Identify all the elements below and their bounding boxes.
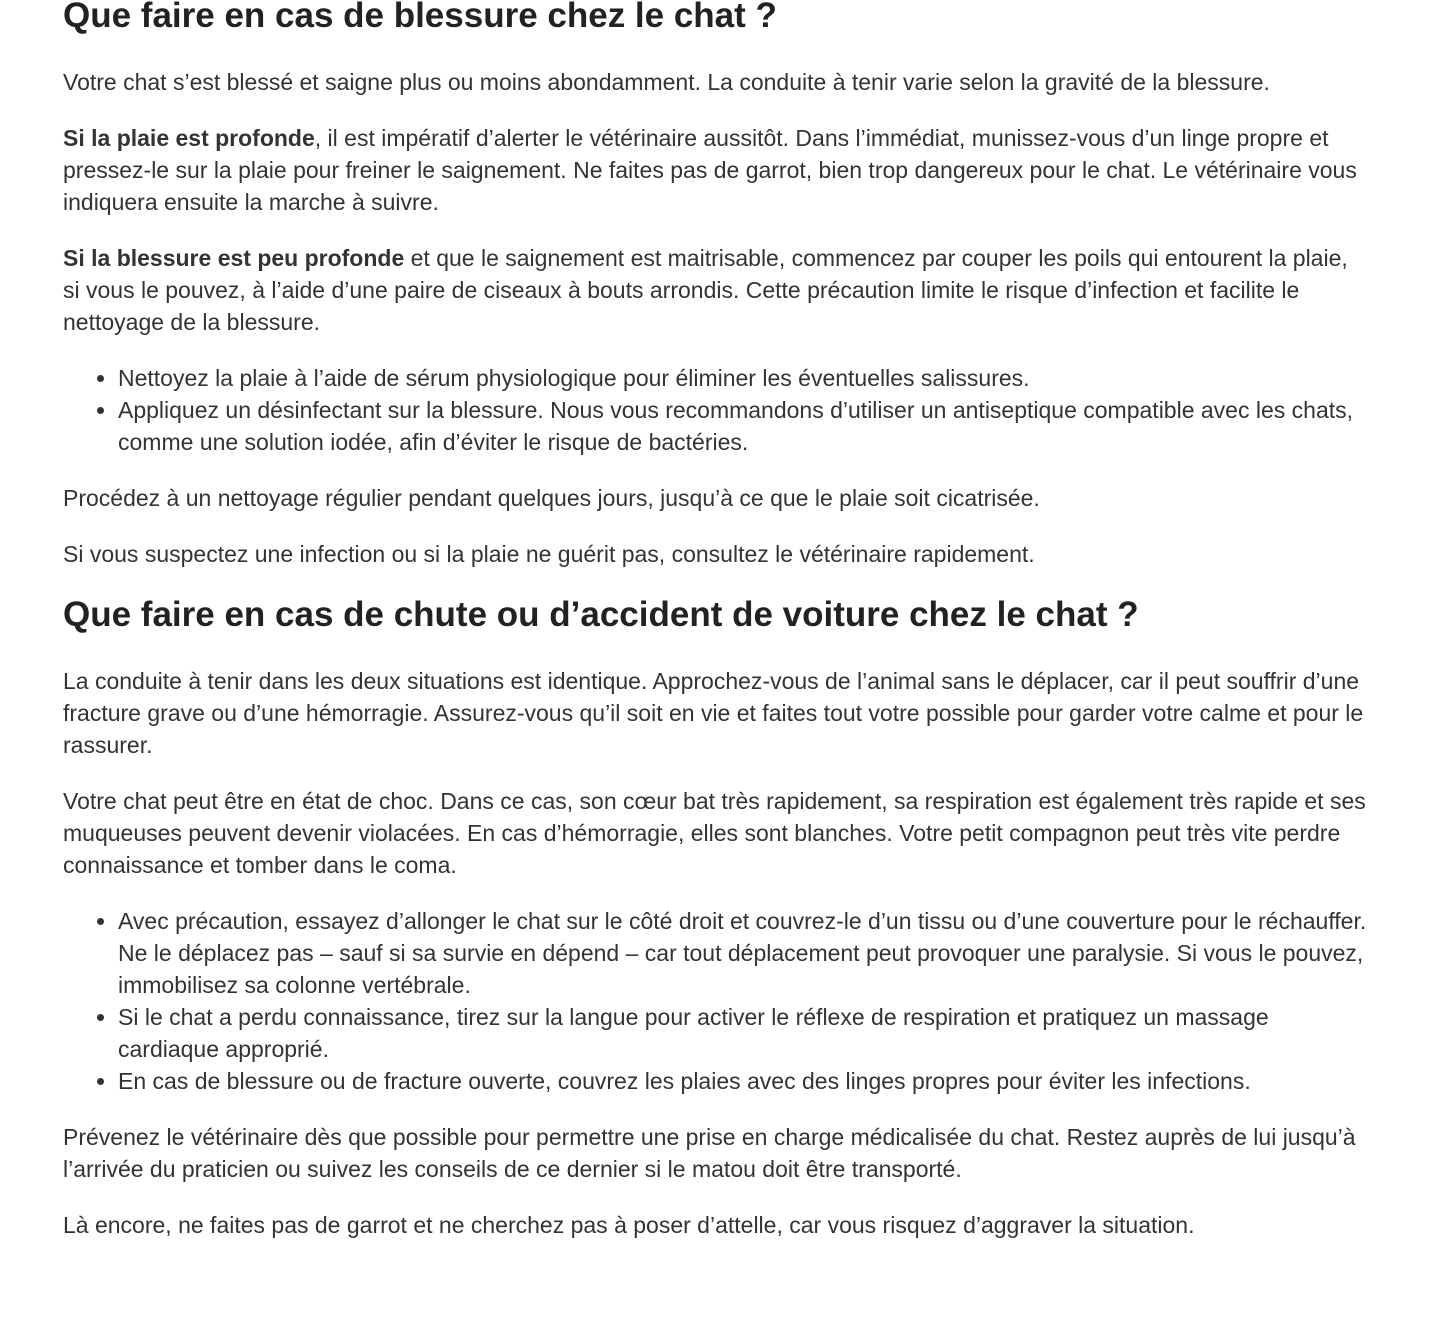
bullet-list-care-steps (63, 362, 1367, 458)
paragraph-shallow-wound-text: et que le saignement est maitrisable, commencez par couper les poils qui entourent la plaie, si vous le pouvez, à l’aide d’une paire de ciseaux à bouts arrondis. Cette précaution limite le risque d’infection et facilite le nettoyage de la blessure. (63, 245, 1348, 335)
section-heading-wound: Que faire en cas de blessure chez le chat ? (63, 0, 777, 35)
list-item-clean-wound: • Nettoyez la plaie à l’aide de sérum physiologique pour éliminer les éventuelles salissures. (118, 362, 1367, 394)
bold-lead-deep-wound: Si la plaie est profonde (63, 125, 315, 151)
paragraph-wound-intro: Votre chat s’est blessé et saigne plus ou moins abondamment. La conduite à tenir varie selon la gravité de la blessure. (63, 69, 1270, 95)
list-item-lay-cat: • Avec précaution, essayez d’allonger le chat sur le côté droit et couvrez-le d’un tissu ou d’une couverture pour le réchauffer. Ne le déplacez pas – sauf si sa survie en dépend – car tout déplacement peut provoquer une paralysie. Si vous le pouvez, immobilisez sa colonne vertébrale. (118, 905, 1367, 1001)
paragraph-deep-wound (63, 122, 1367, 218)
paragraph-shock-state: Votre chat peut être en état de choc. Dans ce cas, son cœur bat très rapidement, sa respiration est également très rapide et ses muqueuses peuvent devenir violacées. En cas d’hémorragie, elles sont blanches. Votre petit compagnon peut très vite perdre connaissance et tomber dans le coma. (63, 788, 1366, 878)
list-item-open-fracture: • En cas de blessure ou de fracture ouverte, couvrez les plaies avec des linges propres pour éviter les infections. (118, 1065, 1367, 1097)
bold-lead-shallow-wound: Si la blessure est peu profonde (63, 245, 405, 271)
list-item-disinfect-wound: • Appliquez un désinfectant sur la blessure. Nous vous recommandons d’utiliser un antiseptique compatible avec les chats, comme une solution iodée, afin d’éviter le risque de bactéries. (118, 394, 1367, 458)
list-item-unconscious-cat: • Si le chat a perdu connaissance, tirez sur la langue pour activer le réflexe de respiration et pratiquez un massage cardiaque approprié. (118, 1001, 1367, 1065)
paragraph-deep-wound-text: , il est impératif d’alerter le vétérinaire aussitôt. Dans l’immédiat, munissez-vous d’un linge propre et pressez-le sur la plaie pour freiner le saignement. Ne faites pas de garrot, bien trop dangereux pour le chat. Le vétérinaire vous indiquera ensuite la marche à suivre. (63, 125, 1357, 215)
paragraph-followup-care: Procédez à un nettoyage régulier pendant quelques jours, jusqu’à ce que le plaie soit cicatrisée. (63, 485, 1040, 511)
article (63, 0, 1367, 1241)
section-wound (63, 0, 1367, 570)
bullet-list-emergency-actions (63, 905, 1367, 1097)
paragraph-vet-notice: Prévenez le vétérinaire dès que possible pour permettre une prise en charge médicalisée du chat. Restez auprès de lui jusqu’à l’arrivée du praticien ou suivez les conseils de ce dernier si le matou doit être transporté. (63, 1124, 1356, 1182)
paragraph-infection-warning: Si vous suspectez une infection ou si la plaie ne guérit pas, consultez le vétérinaire rapidement. (63, 541, 1035, 567)
paragraph-final-warning: Là encore, ne faites pas de garrot et ne cherchez pas à poser d’attelle, car vous risquez d’aggraver la situation. (63, 1212, 1195, 1238)
paragraph-accident-intro: La conduite à tenir dans les deux situations est identique. Approchez-vous de l’animal sans le déplacer, car il peut souffrir d’une fracture grave ou d’une hémorragie. Assurez-vous qu’il soit en vie et faites tout votre possible pour garder votre calme et pour le rassurer. (63, 668, 1364, 758)
section-accident (63, 594, 1367, 1241)
paragraph-shallow-wound (63, 242, 1367, 338)
section-heading-accident: Que faire en cas de chute ou d’accident de voiture chez le chat ? (63, 595, 1139, 634)
